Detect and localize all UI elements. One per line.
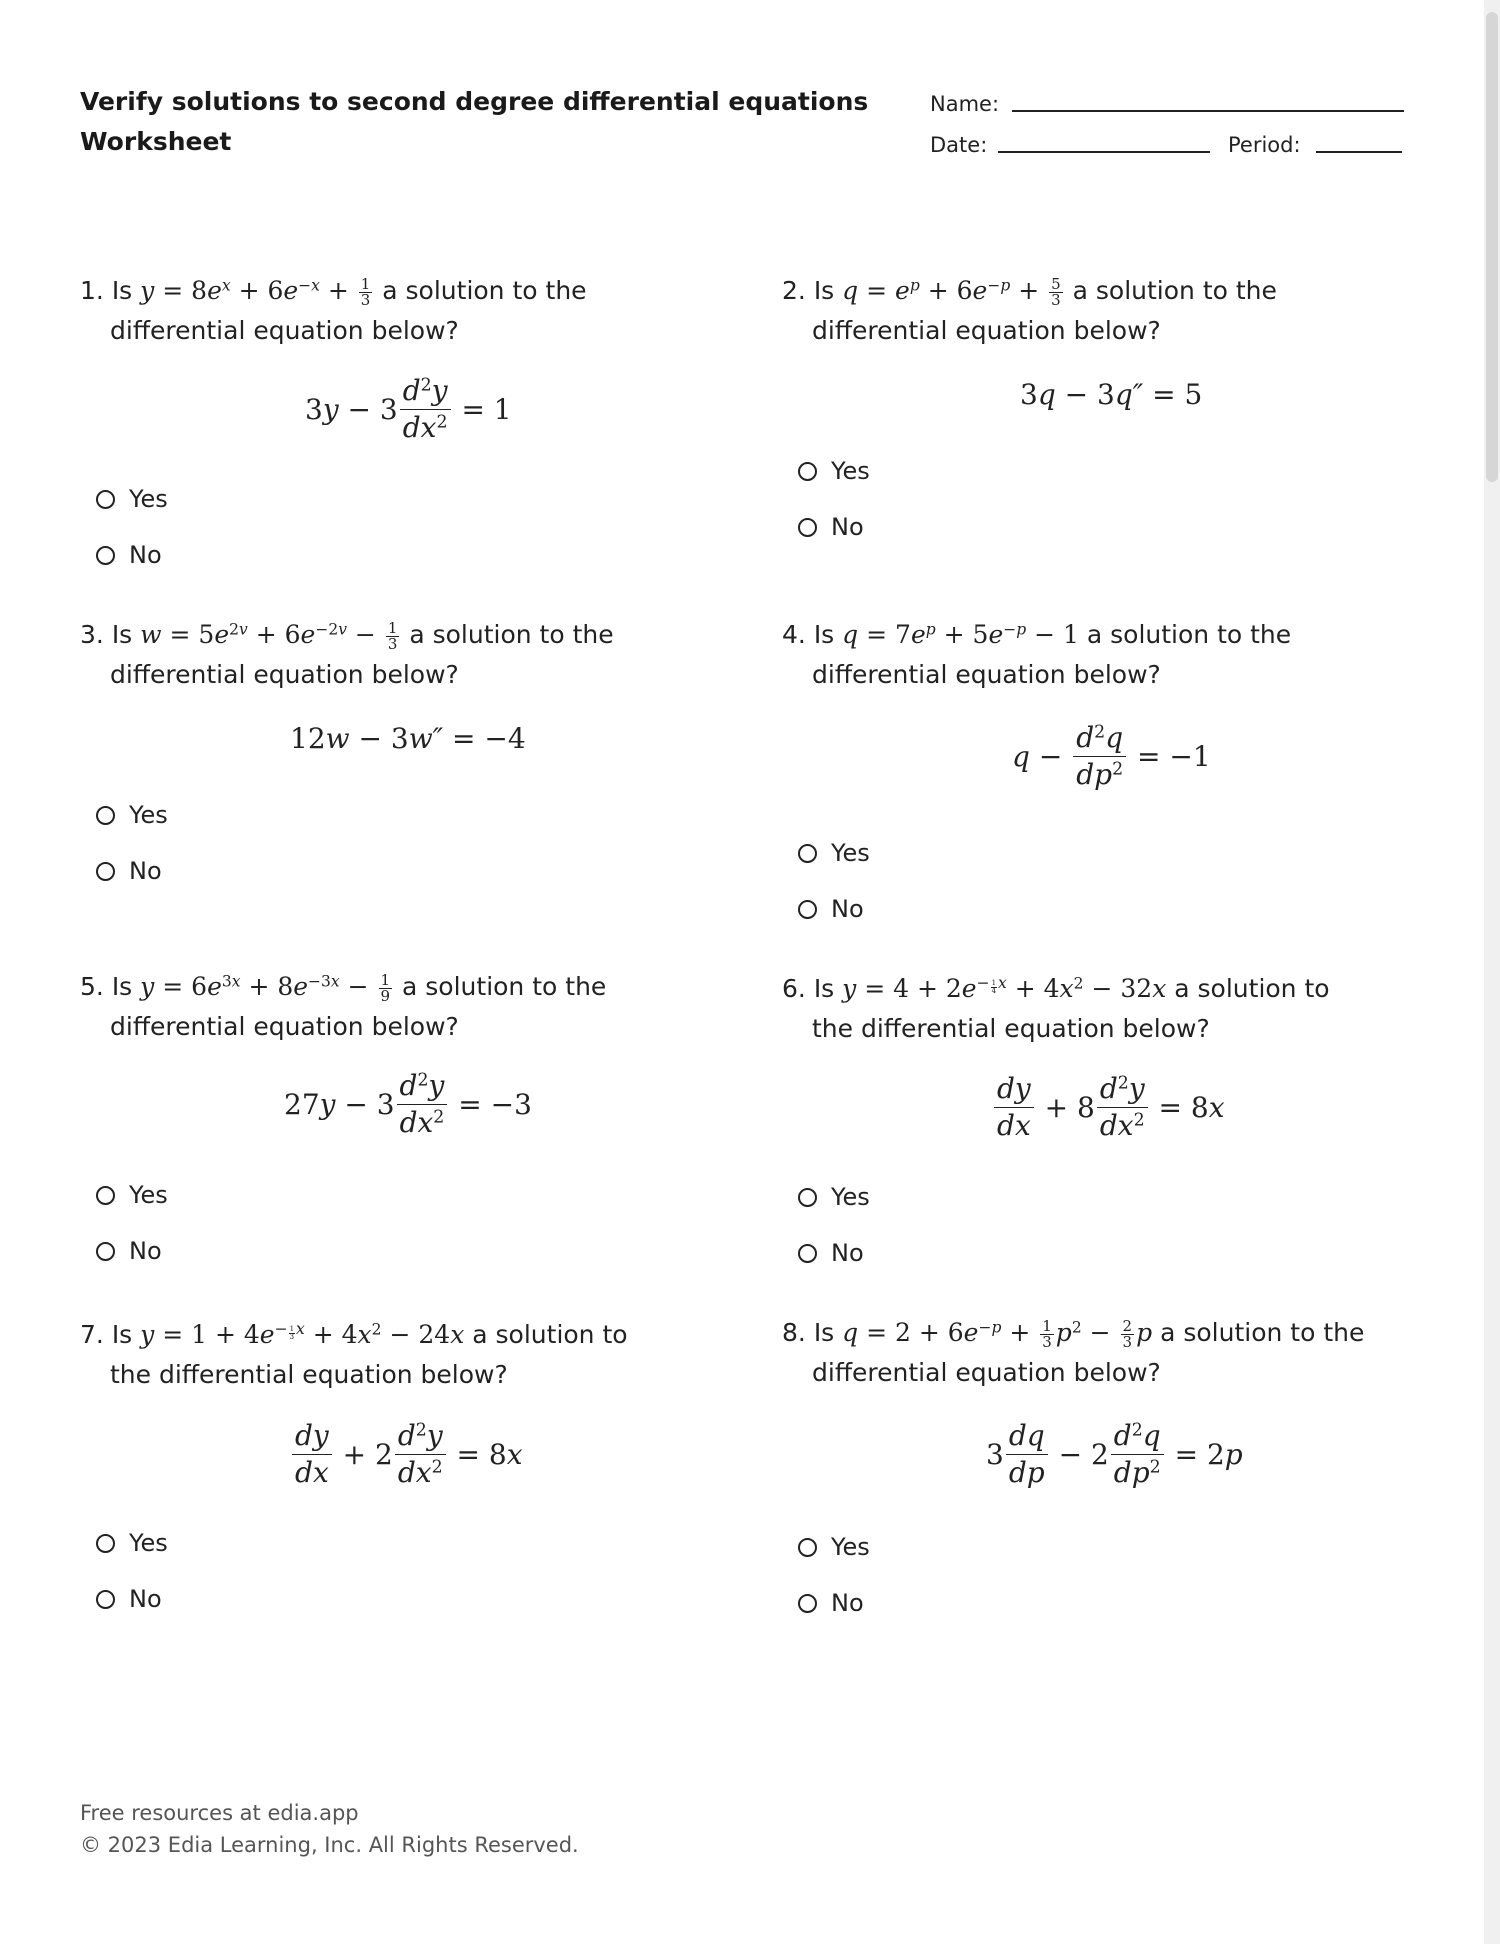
radio-icon[interactable]	[798, 462, 817, 481]
radio-icon[interactable]	[798, 1538, 817, 1557]
question-number: 3.	[80, 620, 104, 649]
radio-icon[interactable]	[96, 490, 115, 509]
q4-yes-option[interactable]: Yes	[798, 839, 870, 867]
proposed-solution: $q = 2 + 6e^{-p}$ + $\frac{1}{3}$ $p^2$ − $\frac{2}{3}$ p	[842, 1317, 1153, 1351]
vertical-scrollbar[interactable]	[1484, 0, 1500, 1944]
q1-no-option[interactable]: No	[96, 541, 162, 569]
radio-icon[interactable]	[798, 900, 817, 919]
q3-yes-option[interactable]: Yes	[96, 801, 168, 829]
q5-no-option[interactable]: No	[96, 1237, 162, 1265]
q2-yes-option[interactable]: Yes	[798, 457, 870, 485]
proposed-solution: $y = 8e^x + 6e^{-x}$ + $\frac{1}{3}$	[140, 275, 371, 309]
radio-icon[interactable]	[96, 1186, 115, 1205]
q4-no-option[interactable]: No	[798, 895, 864, 923]
proposed-solution: $q = e^p + 6e^{-p}$ + $\frac{5}{3}$	[842, 275, 1061, 309]
date-label: Date:	[930, 133, 988, 157]
proposed-solution: $y = 1 + 4e^{- \frac{1}{3} x} + 4x^2 - 24x$	[140, 1320, 465, 1349]
proposed-solution: $y = 6e^{3x} + 8e^{-3x}$ − $\frac{1}{9}$	[140, 971, 391, 1005]
scrollbar-thumb[interactable]	[1486, 12, 1498, 482]
name-field-line[interactable]	[1012, 110, 1404, 112]
question-number: 2.	[782, 276, 806, 305]
radio-icon[interactable]	[798, 1244, 817, 1263]
differential-equation-1: 3y − 3 $\frac{d^2y}{dx^2}$ = 1	[305, 374, 512, 445]
question-number: 1.	[80, 276, 104, 305]
question-7: 7. Is $y = 1 + 4e^{- \frac{1}{3} x} + 4x^2 - 24x$ a solution to the differential equation below?	[80, 1320, 628, 1389]
question-number: 4.	[782, 620, 806, 649]
title-line-2: Worksheet	[80, 127, 232, 156]
period-field-line[interactable]	[1316, 151, 1402, 153]
differential-equation-4: q − $\frac{d^2q}{dp^2}$ = −1	[1012, 721, 1211, 792]
q7-no-option[interactable]: No	[96, 1585, 162, 1613]
question-number: 5.	[80, 972, 104, 1001]
footer-resources: Free resources at edia.app	[80, 1801, 359, 1825]
proposed-solution: $y = 4 + 2e^{- \frac{1}{4} x} + 4x^2 - 32x$	[842, 974, 1167, 1003]
name-label: Name:	[930, 92, 1000, 116]
radio-icon[interactable]	[96, 546, 115, 565]
worksheet-title	[80, 82, 868, 162]
question-2: 2. Is $q = e^p + 6e^{-p}$ + $\frac{5}{3}$ a solution to the differential equation below?	[782, 275, 1277, 345]
radio-icon[interactable]	[96, 806, 115, 825]
q8-no-option[interactable]: No	[798, 1589, 864, 1617]
question-8: 8. Is $q = 2 + 6e^{-p}$ + $\frac{1}{3}$ $p^2$ − $\frac{2}{3}$ p a solution to the differential equation below?	[782, 1317, 1365, 1387]
radio-icon[interactable]	[798, 518, 817, 537]
q8-yes-option[interactable]: Yes	[798, 1533, 870, 1561]
title-line-1: Verify solutions to second degree differential equations	[80, 87, 869, 116]
differential-equation-6: $\frac{dy}{dx}$ + 8 $\frac{d^2y}{dx^2}$ = 8x	[992, 1073, 1225, 1142]
radio-icon[interactable]	[798, 844, 817, 863]
question-3: 3. Is $w = 5e^{2v} + 6e^{-2v}$ − $\frac{1}{3}$ a solution to the differential equation below?	[80, 619, 614, 689]
question-6: 6. Is $y = 4 + 2e^{- \frac{1}{4} x} + 4x^2 - 32x$ a solution to the differential equation below?	[782, 974, 1330, 1043]
differential-equation-5: 27y − 3 $\frac{d^2y}{dx^2}$ = −3	[284, 1069, 532, 1140]
radio-icon[interactable]	[798, 1188, 817, 1207]
radio-icon[interactable]	[96, 1534, 115, 1553]
q6-no-option[interactable]: No	[798, 1239, 864, 1267]
question-5: 5. Is $y = 6e^{3x} + 8e^{-3x}$ − $\frac{1}{9}$ a solution to the differential equation below?	[80, 971, 607, 1041]
footer-copyright: © 2023 Edia Learning, Inc. All Rights Reserved.	[80, 1833, 579, 1857]
radio-icon[interactable]	[96, 1242, 115, 1261]
proposed-solution: $q = 7e^p + 5e^{-p} - 1$	[842, 620, 1079, 649]
radio-icon[interactable]	[96, 862, 115, 881]
question-1: 1. Is $y = 8e^x + 6e^{-x}$ + $\frac{1}{3}$ a solution to the differential equation below?	[80, 275, 587, 345]
q3-no-option[interactable]: No	[96, 857, 162, 885]
differential-equation-7: $\frac{dy}{dx}$ + 2 $\frac{d^2y}{dx^2}$ = 8x	[290, 1420, 523, 1489]
q6-yes-option[interactable]: Yes	[798, 1183, 870, 1211]
proposed-solution: $w = 5e^{2v} + 6e^{-2v}$ − $\frac{1}{3}$	[140, 619, 398, 653]
question-number: 8.	[782, 1318, 806, 1347]
question-4: 4. Is $q = 7e^p + 5e^{-p} - 1$ a solution to the differential equation below?	[782, 620, 1292, 689]
q7-yes-option[interactable]: Yes	[96, 1529, 168, 1557]
q5-yes-option[interactable]: Yes	[96, 1181, 168, 1209]
radio-icon[interactable]	[96, 1590, 115, 1609]
radio-icon[interactable]	[798, 1594, 817, 1613]
differential-equation-8: 3 $\frac{dq}{dp}$ − 2 $\frac{d^2q}{dp^2}$ = 2p	[986, 1419, 1243, 1490]
question-number: 6.	[782, 974, 806, 1003]
date-field-line[interactable]	[998, 151, 1210, 153]
q2-no-option[interactable]: No	[798, 513, 864, 541]
period-label: Period:	[1228, 133, 1301, 157]
question-number: 7.	[80, 1320, 104, 1349]
q1-yes-option[interactable]: Yes	[96, 485, 168, 513]
differential-equation-2: 3q − 3q″ = 5	[1020, 378, 1203, 411]
differential-equation-3: 12w − 3w″ = −4	[290, 722, 526, 755]
